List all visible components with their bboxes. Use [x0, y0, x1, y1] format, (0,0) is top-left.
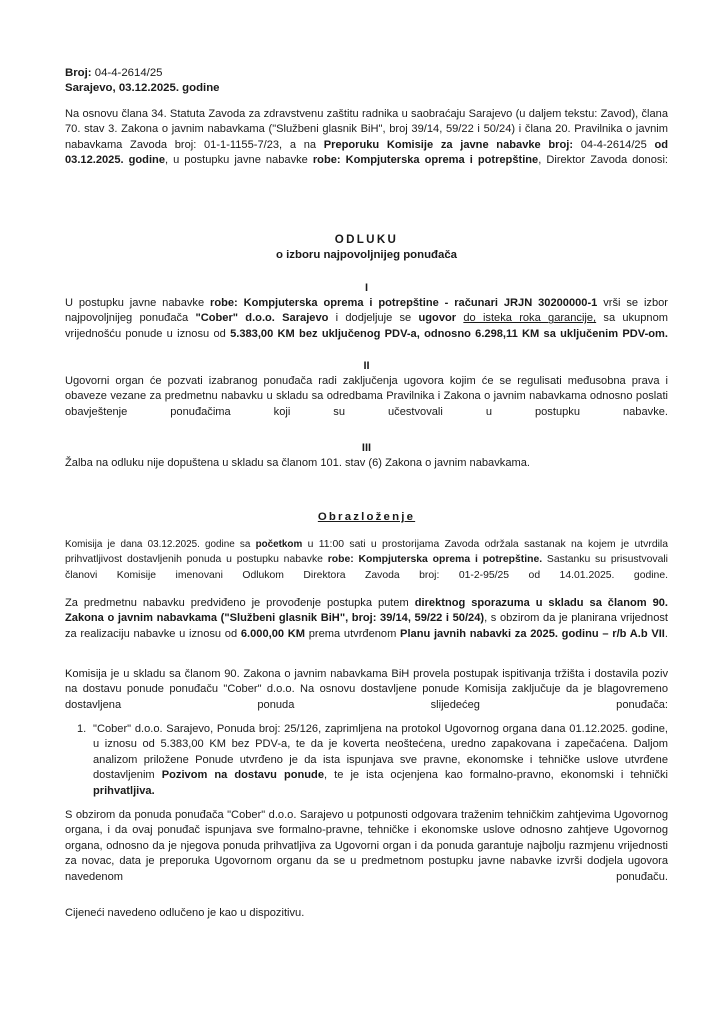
section-bold: "Cober" d.o.o. Sarajevo: [195, 312, 329, 325]
section-bold: 5.383,00 KM bez uključenog PDV-a, odnosno 6.298,11 KM sa uključenim PDV-om.: [230, 327, 668, 340]
reasoning-bold: direktnog sporazuma u skladu sa članom 90. Zakona o javnim nabavkama ("Službeni glasnik BiH", broj: 39/14, 59/22 i 50/24): [65, 597, 668, 625]
list-item-number: 1.: [77, 723, 87, 735]
preamble-text: , u postupku javne nabavke: [165, 154, 313, 167]
list-item-text: "Cober" d.o.o. Sarajevo, Ponuda broj: 25/126, zaprimljena na protokol Ugovornog organa dana 01.12.2025. godine, u iznosu od 5.383,00 KM bez PDV-a, te da je koverta neoštećena, uredno zapakovana i zapečaćena. Daljom analizom priložene Ponude utvrđeno je da ista ispunjava sve pravne, ekonomske i tehničke uslove utvrđene dostavljenim: [93, 723, 668, 782]
reasoning-conclusion: Cijeneći navedeno odlučeno je kao u dispozitivu.: [65, 907, 305, 919]
reference-number-value: 04-4-2614/25: [94, 67, 163, 79]
reasoning-text: u 11:00 sati u prostorijama Zavoda održala sastanak na kojem je utvrdila prihvatljivost dostavljenih ponuda u postupku nabavke: [65, 539, 669, 566]
preamble-bold: Preporuku Komisije za javne nabavke broj:: [323, 138, 574, 151]
preamble-bold: od 03.12.2025. godine: [65, 138, 669, 167]
section-bold: ugovor: [418, 312, 457, 325]
reasoning-bold: 6.000,00 KM: [240, 627, 306, 640]
reasoning-text: Sastanku su prisustvovali članovi Komisije imenovani Odlukom Direktora Zavoda broj: 01-2-95/25 od 14.01.2025. godine.: [65, 554, 668, 581]
preamble-text: , Direktor Zavoda donosi:: [538, 154, 668, 167]
reasoning-text: Za predmetnu nabavku predviđeno je provođenje postupka putem: [65, 597, 415, 609]
list-item-bold: Pozivom na dostavu ponude: [161, 769, 325, 782]
reference-number: [65, 66, 668, 81]
section-ii-numeral: II: [363, 360, 370, 372]
section-underline: do isteka roka garancije,: [463, 312, 597, 325]
reasoning-paragraph-2: [65, 596, 668, 658]
preamble-paragraph: [65, 107, 668, 184]
section-iii-paragraph: Žalba na odluku nije dopuštena u skladu sa članom 101. stav (6) Zakona o javnim nabavkama.: [65, 457, 530, 469]
section-ii-paragraph: Ugovorni organ će pozvati izabranog ponuđača radi zaključenja ugovora kojim će se regulisati međusobna prava i obaveze vezane za predmetnu nabavku u skladu sa odredbama Pravilnika i Zakona o javnim nabavkama odnosno poslati obavještenje ponuđačima koji su učestvovali u postupku nabavke.: [65, 375, 668, 418]
section-bold: robe: Kompjuterska oprema i potrepštine - računari JRJN 30200000-1: [210, 297, 598, 309]
section-text: sa ukupnom vrijednošću ponude u iznosu od: [65, 312, 669, 340]
reasoning-text: , s obzirom da je planirana vrijednost za realizaciju nabavke u iznosu od: [65, 612, 668, 640]
reasoning-title: Obrazloženje: [317, 511, 416, 523]
reasoning-text: prema utvrđenom: [305, 627, 401, 640]
reasoning-paragraph-1: [65, 537, 668, 598]
place-date: [65, 81, 668, 96]
reasoning-bold: robe: Kompjuterska oprema i potrepštine.: [327, 554, 543, 566]
preamble-text: Na osnovu člana 34. Statuta Zavoda za zdravstvenu zaštitu radnika u saobraćaju Sarajevo (u daljem tekstu: Zavod), člana 70. stav 3. Zakona o javnim nabavkama ("Službeni glasnik BiH", broj 39/14, 59/22 i 50/24) i člana 20. Pravilnika o javnim nabavkama Zavoda broj: 01-1-1155-7/23, a na: [65, 108, 668, 151]
preamble-text: 04-4-2614/25: [573, 138, 655, 151]
section-text: U postupku javne nabavke: [65, 297, 210, 309]
list-item: [77, 722, 668, 814]
section-text: i dodjeljuje se: [328, 312, 419, 325]
reasoning-bold: Planu javnih nabavki za 2025. godinu – r/b A.b VII: [400, 627, 665, 640]
section-i-numeral: I: [364, 282, 369, 294]
list-item-bold: prihvatljiva.: [93, 784, 155, 797]
reasoning-paragraph-4: S obzirom da ponuda ponuđača "Cober" d.o.o. Sarajevo u potpunosti odgovara traženim tehničkim zahtjevima Ugovornog organa, i da ovaj ponuđač ispunjava sve formalno-pravne, tehničke i ekonomske uslove odnosno zahtjeve Ugovornog organa, odnosno da je njegova ponuda prihvatljiva za Ugovorni organ i da ponuda garantuje najbolju razmjenu vrijednosti za novac, data je preporuka Ugovornom organu da se u predmetnom postupku javne nabavke izvrši dodjela ugovora navedenom ponuđaču.: [65, 809, 668, 883]
section-i-paragraph: [65, 296, 668, 358]
list-item-text: , te je ista ocjenjena kao formalno-pravno, ekonomski i tehnički: [324, 769, 668, 782]
decision-subtitle: o izboru najpovoljnijeg ponuđača: [276, 249, 457, 261]
reasoning-text: .: [664, 627, 668, 640]
reasoning-bold: početkom: [255, 539, 303, 550]
place-date-text: Sarajevo, 03.12.2025. godine: [65, 82, 220, 94]
decision-title: ODLUKU: [334, 233, 399, 246]
preamble-bold: robe: Kompjuterska oprema i potrepštine: [312, 154, 539, 167]
section-iii-numeral: III: [361, 442, 372, 454]
reference-number-label: Broj:: [65, 67, 92, 79]
document-header: [65, 66, 668, 96]
section-text: vrši se izbor najpovoljnijeg ponuđača: [65, 297, 668, 325]
reasoning-paragraph-3: Komisija je u skladu sa članom 90. Zakona o javnim nabavkama BiH provela postupak ispitivanja tržišta i dostavila poziv na dostavu ponude ponuđaču "Cober" d.o.o. Na osnovu dostavljene ponude Komisija zaključuje da je blagovremeno dostavljena ponuda slijedećeg ponuđača:: [65, 668, 668, 711]
reasoning-text: Komisija je dana 03.12.2025. godine sa: [65, 539, 256, 550]
